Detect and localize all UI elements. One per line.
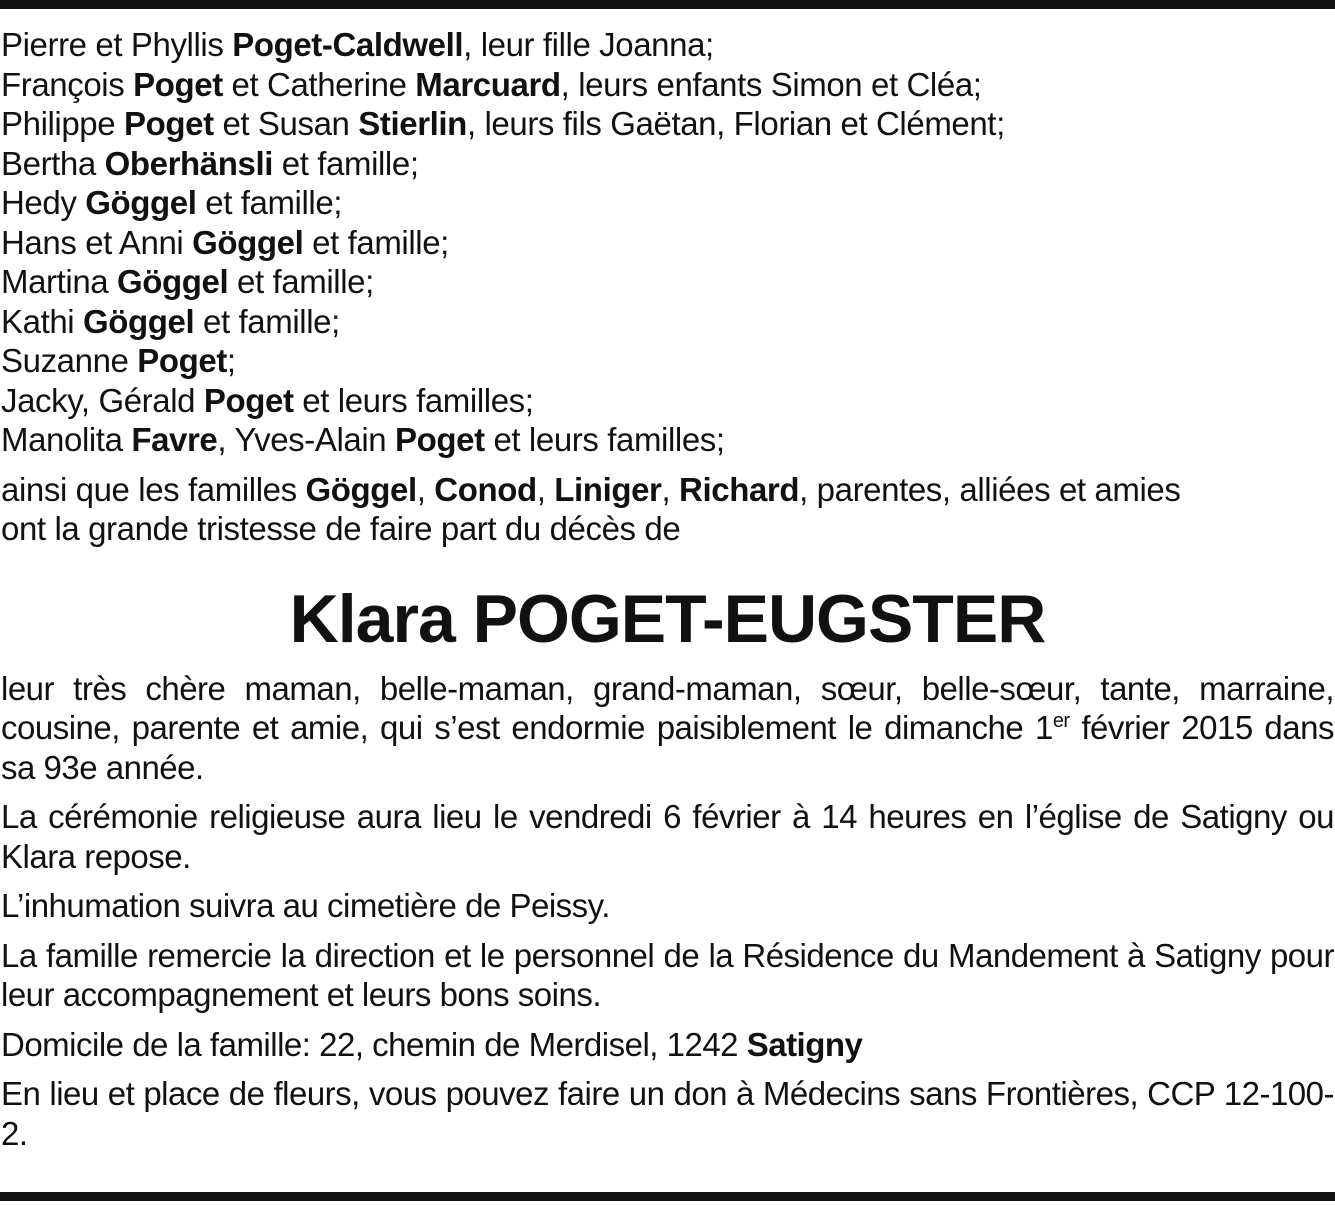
mourner-line [1,65,1334,105]
family-name: Göggel [83,302,195,340]
line-text: , Yves-Alain [217,421,395,458]
description-text-end: février 2015 dans sa 93e année. [1,709,1334,786]
line-text: ont la grande tristesse de faire part du décès de [1,510,681,547]
ceremony-paragraph: La cérémonie religieuse aura lieu le vendredi 6 février à 14 heures en l’église de Satigny ou Klara repose. [1,798,1334,875]
family-name: Poget [203,381,294,419]
family-name: Poget [133,65,223,103]
line-text: Philippe [1,105,124,142]
line-text: ; [226,342,236,379]
family-name: Göggel [192,223,304,261]
line-text: et leurs familles; [293,381,534,419]
family-name: Richard [679,470,800,508]
family-name: Stierlin [358,105,467,142]
burial-paragraph: L’inhumation suivra au cimetière de Peissy. [1,887,610,924]
family-name: Göggel [117,263,229,300]
line-text: , leurs enfants Simon et Cléa; [560,65,982,103]
mourner-line [1,381,1334,421]
mourner-line [1,144,1334,184]
donation-paragraph: En lieu et place de fleurs, vous pouvez faire un don à Médecins sans Frontières, CCP 12-100-2. [1,1075,1334,1152]
mourner-line [1,223,1334,263]
obituary-notice [1,25,1334,1153]
family-name: Poget [137,342,227,379]
line-text: Suzanne [1,342,138,379]
mourner-line [1,25,1334,65]
line-text: et Catherine [222,65,416,103]
line-text: , parentes, alliées et amies [799,470,1181,508]
family-name: Conod [434,470,537,508]
line-text: Martina [1,263,118,300]
line-text: , [416,470,435,508]
mourner-line [1,104,1334,144]
domicile-address: Domicile de la famille: 22, chemin de Merdisel, 1242 [1,1025,747,1063]
ordinal-superscript: er [1052,710,1070,732]
mourner-line [1,341,1334,381]
mourners-list [1,25,1334,460]
line-text: Bertha [1,144,105,182]
line-text: , leurs fils Gaëtan, Florian et Clément; [466,105,1005,142]
line-text: et famille; [303,223,449,261]
family-name: Göggel [305,470,417,508]
line-text: et Susan [213,105,359,142]
mourner-line [1,262,1334,302]
family-name: Oberhänsli [104,144,273,182]
line-text: François [1,65,134,103]
line-text: , [661,470,680,508]
top-rule [0,0,1335,9]
mourner-line [1,302,1334,342]
announcement-line [1,509,1334,549]
line-text: Jacky, Gérald [1,381,204,419]
family-name: Poget-Caldwell [232,26,464,63]
family-name: Poget [124,105,214,142]
line-text: Manolita [1,421,132,458]
line-text: Hans et Anni [1,223,193,261]
line-text: et famille; [196,184,343,221]
line-text: , leur fille Joanna; [463,26,714,63]
line-text: , [536,470,555,508]
line-text: Hedy [1,184,86,221]
mourner-line [1,420,1334,460]
domicile-town: Satigny [746,1025,863,1063]
line-text: et famille; [228,263,374,300]
family-name: Göggel [85,184,197,221]
family-name: Marcuard [415,65,561,103]
line-text: Kathi [1,302,83,340]
announcement-text [1,470,1334,549]
family-name: Favre [131,421,218,458]
deceased-name: Klara POGET-EUGSTER [289,580,1046,657]
thanks-paragraph: La famille remercie la direction et le personnel de la Résidence du Mandement à Satigny pour leur accompagnement et leurs bons soins. [1,936,1334,1013]
announcement-line [1,470,1334,510]
domicile-paragraph [1,1025,1334,1065]
line-text: ainsi que les familles [1,470,306,508]
line-text: et leurs familles; [484,421,725,458]
family-name: Poget [395,421,485,458]
bottom-rule [0,1192,1335,1201]
mourner-line [1,183,1334,223]
family-name: Liniger [554,470,662,508]
description-paragraph [1,669,1334,788]
line-text: Pierre et Phyllis [1,26,233,63]
line-text: et famille; [273,144,419,182]
line-text: et famille; [194,302,340,340]
description-text: leur très chère maman, belle-maman, grand-maman, sœur, belle-sœur, tante, marraine, cousine, parente et amie, qui s’est endormie paisiblement le dimanche 1 [1,669,1334,746]
